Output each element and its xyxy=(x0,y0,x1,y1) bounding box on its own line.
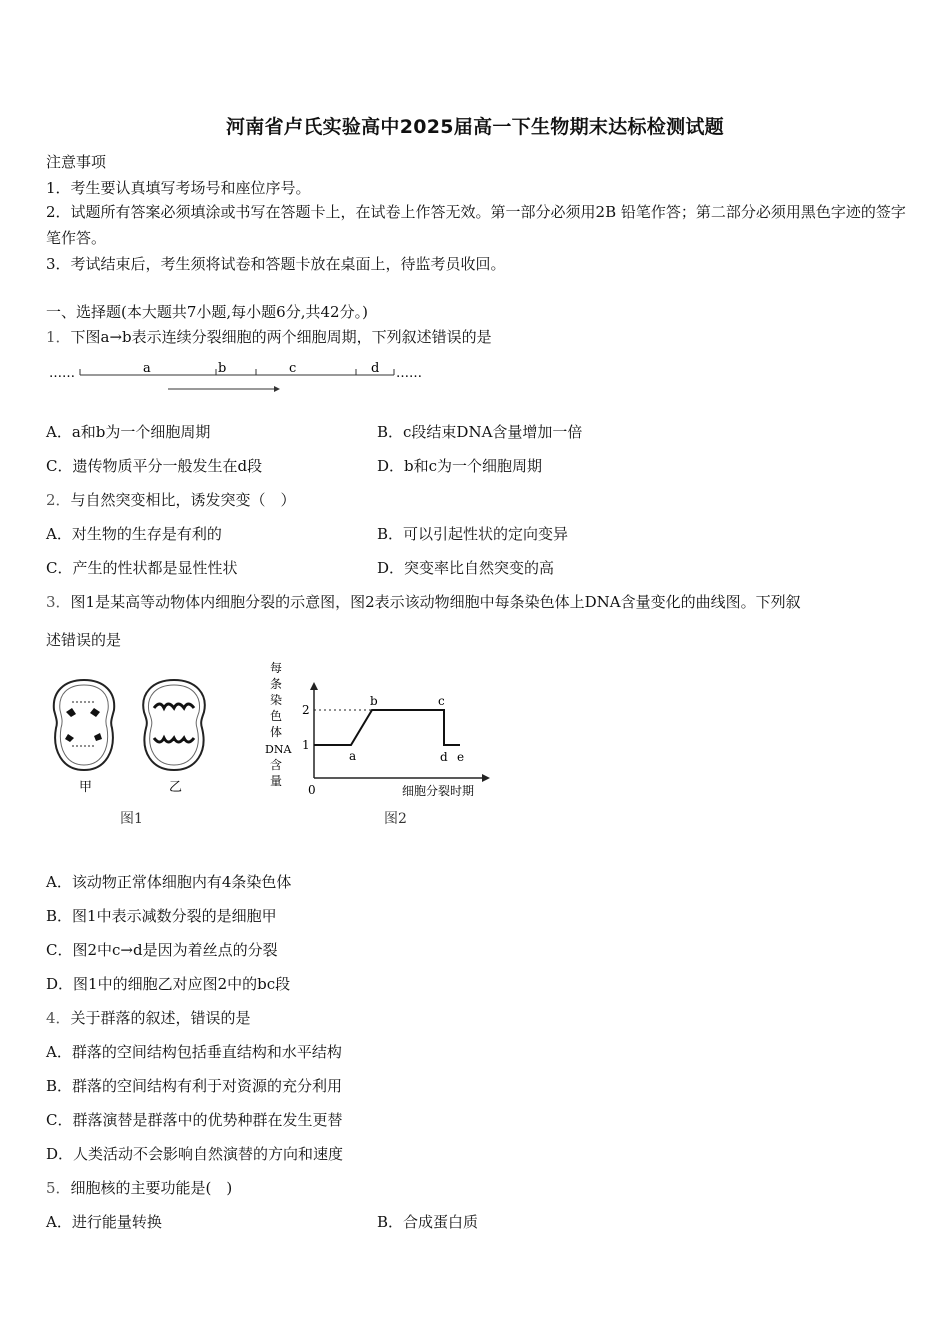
notice-item: 1．考生要认真填写考场号和座位序号。 xyxy=(46,179,311,197)
label-d: d xyxy=(371,361,380,376)
y-axis-label xyxy=(265,660,292,788)
figure-2-caption: 图2 xyxy=(384,811,407,827)
point-a: a xyxy=(349,749,357,763)
question-number: 5． xyxy=(46,1179,71,1197)
y-label-char: 色 xyxy=(270,709,283,723)
ellipsis-right: …… xyxy=(396,366,422,381)
question-stem: 图1是某高等动物体内细胞分裂的示意图，图2表示该动物细胞中每条染色体上DNA含量变化的曲线图。下列叙 xyxy=(70,593,801,611)
chromosome-icon xyxy=(65,708,102,742)
question-number: 3． xyxy=(46,593,71,611)
option: D．图1中的细胞乙对应图2中的bc段 xyxy=(46,975,291,993)
notice-item: 2．试题所有答案必须填涂或书写在答题卡上，在试卷上作答无效。第一部分必须用2B 铅笔作答；第二部分必须用黑色字迹的签字笔作答。 xyxy=(46,203,906,247)
question-3 xyxy=(46,592,801,612)
origin-label: 0 xyxy=(308,783,316,797)
arrow-head xyxy=(274,386,280,392)
question-5 xyxy=(46,1178,232,1198)
option: A．进行能量转换 xyxy=(46,1213,162,1231)
option: A．群落的空间结构包括垂直结构和水平结构 xyxy=(46,1043,342,1061)
dna-curve xyxy=(314,710,460,745)
cell-jia-label: 甲 xyxy=(79,780,93,795)
question-stem: 与自然突变相比，诱发突变（ ） xyxy=(70,491,296,509)
point-d: d xyxy=(440,750,448,764)
y-label-char: DNA xyxy=(265,743,292,756)
y-axis-arrow xyxy=(310,682,318,690)
y-label-char: 体 xyxy=(270,725,283,739)
point-c: c xyxy=(438,694,445,708)
chromosome-icon xyxy=(154,704,194,708)
x-axis-arrow xyxy=(482,774,490,782)
question-4 xyxy=(46,1008,251,1028)
question-stem: 下图a→b表示连续分裂细胞的两个细胞周期，下列叙述错误的是 xyxy=(70,328,492,346)
option: B．图1中表示减数分裂的是细胞甲 xyxy=(46,907,277,925)
option: D．人类活动不会影响自然演替的方向和速度 xyxy=(46,1145,344,1163)
chromosome-icon xyxy=(154,738,194,742)
y-label-char: 每 xyxy=(270,661,283,675)
notice-item: 3．考试结束后，考生须将试卷和答题卡放在桌面上，待监考员收回。 xyxy=(46,255,506,273)
figure-1-caption: 图1 xyxy=(120,811,143,827)
option: C．图2中c→d是因为着丝点的分裂 xyxy=(46,941,278,959)
cell-jia-inner xyxy=(60,685,109,765)
cell-yi-inner xyxy=(148,685,199,765)
option: D．b和c为一个细胞周期 xyxy=(377,457,543,475)
cell-yi-label: 乙 xyxy=(169,780,183,795)
option: A．该动物正常体细胞内有4条染色体 xyxy=(46,873,292,891)
option: A．对生物的生存是有利的 xyxy=(46,525,222,543)
question-stem-cont: 述错误的是 xyxy=(46,631,122,649)
option: C．遗传物质平分一般发生在d段 xyxy=(46,457,263,475)
y-label-char: 条 xyxy=(270,677,283,691)
option: B．可以引起性状的定向变异 xyxy=(377,525,569,543)
label-a: a xyxy=(143,361,151,376)
label-c: c xyxy=(289,361,297,376)
question-number: 4． xyxy=(46,1009,71,1027)
y-tick-1: 1 xyxy=(302,738,310,752)
option: B．合成蛋白质 xyxy=(377,1213,479,1231)
ellipsis-left: …… xyxy=(49,366,75,381)
question-2 xyxy=(46,490,296,510)
y-label-char: 染 xyxy=(270,693,283,707)
question-number: 1． xyxy=(46,328,71,346)
x-axis-label: 细胞分裂时期 xyxy=(402,784,475,798)
question-1 xyxy=(46,327,492,347)
figure-1-cells xyxy=(44,672,224,832)
cell-cycle-figure xyxy=(46,356,436,396)
option: A．a和b为一个细胞周期 xyxy=(46,423,211,441)
y-tick-2: 2 xyxy=(302,703,310,717)
option: C．产生的性状都是显性性状 xyxy=(46,559,238,577)
option: D．突变率比自然突变的高 xyxy=(377,559,555,577)
notice-heading: 注意事项 xyxy=(46,153,107,171)
figure-2-dna-curve xyxy=(262,658,512,838)
point-e: e xyxy=(457,750,465,764)
option: B．群落的空间结构有利于对资源的充分利用 xyxy=(46,1077,343,1095)
option: B．c段结束DNA含量增加一倍 xyxy=(377,423,583,441)
section-heading: 一、选择题(本大题共7小题,每小题6分,共42分。) xyxy=(46,303,368,321)
question-number: 2． xyxy=(46,491,71,509)
page-title: 河南省卢氏实验高中2025届高一下生物期末达标检测试题 xyxy=(226,116,724,138)
question-stem: 关于群落的叙述，错误的是 xyxy=(70,1009,251,1027)
label-b: b xyxy=(218,361,227,376)
y-label-char: 量 xyxy=(270,774,283,788)
option: C．群落演替是群落中的优势种群在发生更替 xyxy=(46,1111,343,1129)
point-b: b xyxy=(370,694,378,708)
y-label-char: 含 xyxy=(270,758,283,772)
cell-jia-membrane xyxy=(54,680,114,770)
question-stem: 细胞核的主要功能是( ) xyxy=(70,1179,233,1197)
